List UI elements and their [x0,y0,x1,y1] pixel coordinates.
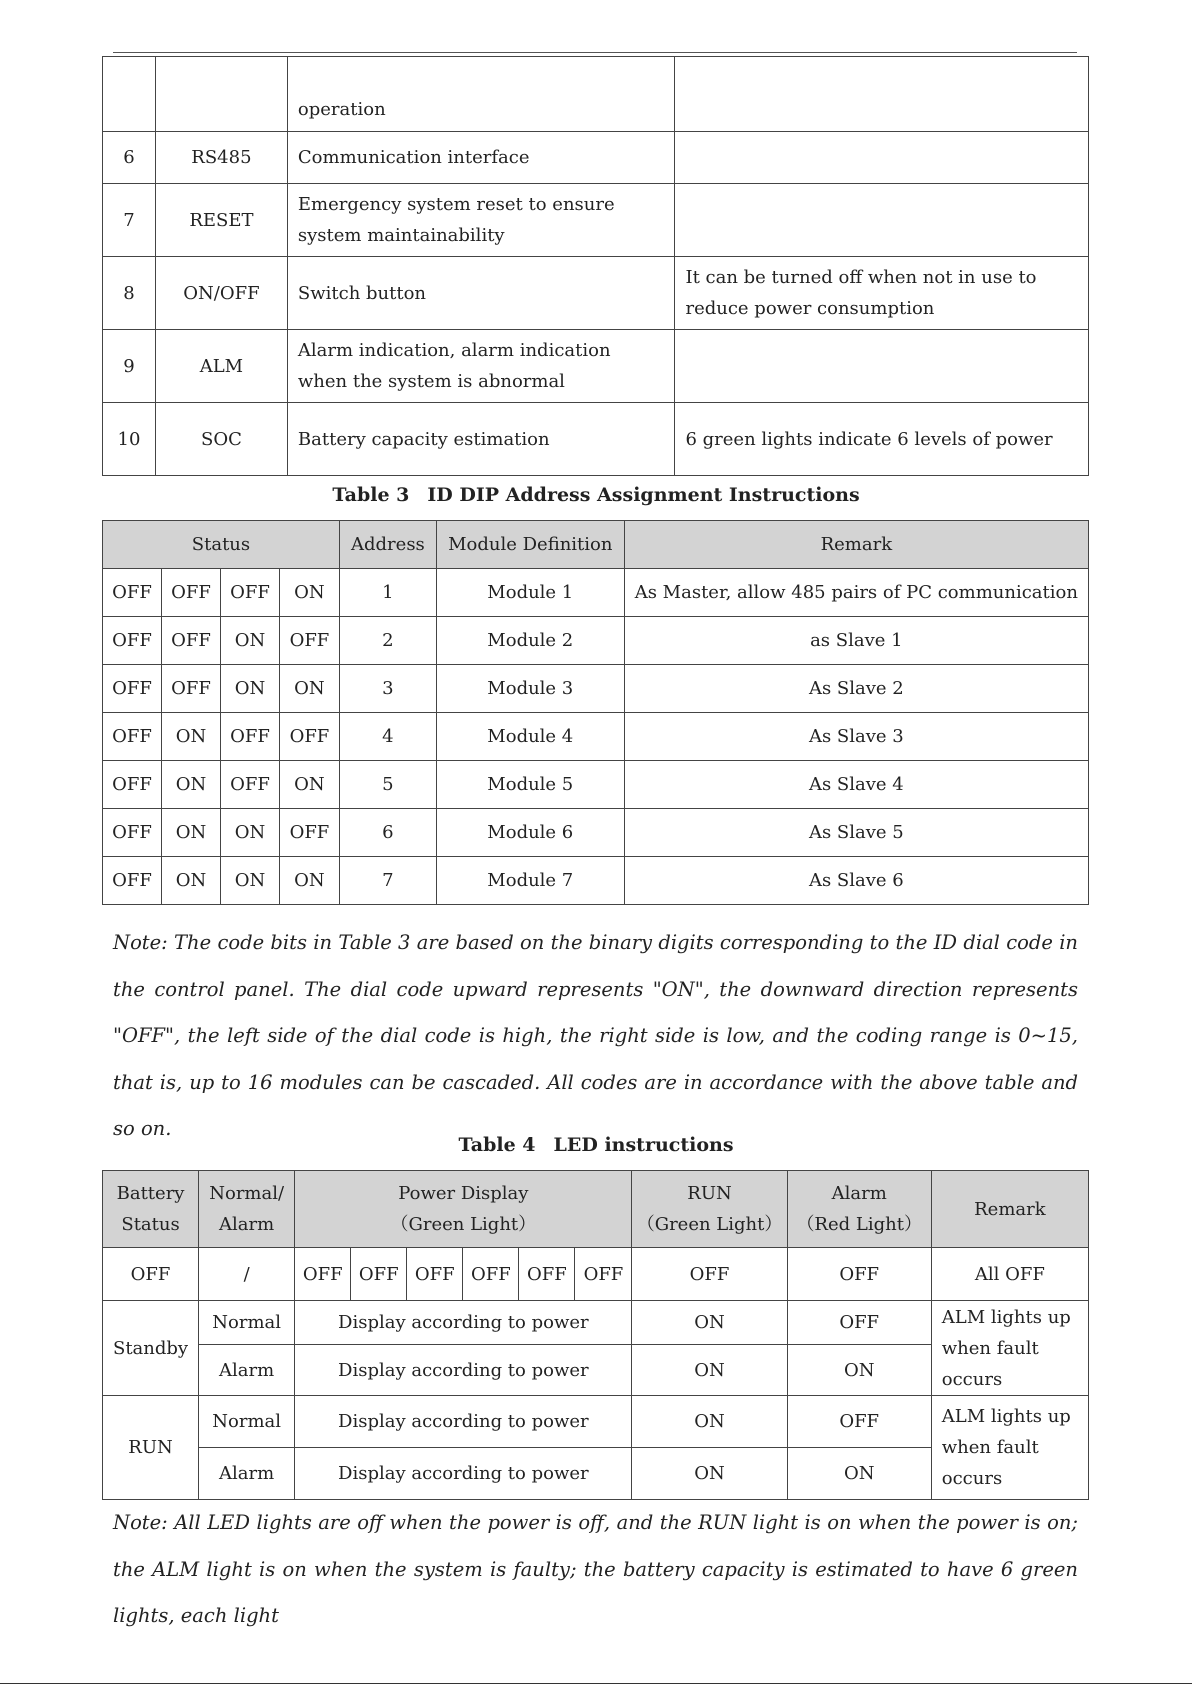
table-row [103,761,1089,809]
header-run-line2: （Green Light） [636,1214,783,1235]
cell-remark: 6 green lights indicate 6 levels of power [675,403,1089,476]
header-normal-line2: Alarm [219,1214,275,1235]
cell-no: 7 [103,184,156,257]
header-battery-line2: Status [121,1214,180,1235]
table-row [103,569,1089,617]
table4-caption-number: Table 4 [458,1134,536,1156]
cell-run: OFF [632,1248,787,1301]
cell-name: ON/OFF [155,257,287,330]
cell-address: 2 [339,617,436,665]
cell-remark [675,57,1089,132]
cell-module: Module 6 [436,809,624,857]
table3-caption-text: ID DIP Address Assignment Instructions [427,484,860,506]
header-power-display [295,1171,632,1248]
cell-bit: ON [279,665,339,713]
cell-power-led: OFF [407,1248,463,1301]
header-address: Address [339,521,436,569]
table3-caption [0,484,1192,506]
cell-bit: OFF [103,569,162,617]
cell-module: Module 7 [436,857,624,905]
cell-bit: ON [220,665,279,713]
table-row [103,184,1089,257]
cell-remark: As Slave 4 [624,761,1088,809]
cell-bit: ON [161,713,220,761]
cell-alarm: OFF [787,1248,931,1301]
cell-desc: Emergency system reset to ensure system maintainability [287,184,675,257]
table-row [103,617,1089,665]
cell-bit: OFF [220,569,279,617]
interface-table [102,56,1089,476]
cell-bit: OFF [103,665,162,713]
cell-name [155,57,287,132]
cell-remark: ALM lights up when fault occurs [931,1396,1088,1500]
cell-address: 1 [339,569,436,617]
cell-bit: ON [220,809,279,857]
table-row [103,665,1089,713]
cell-remark: as Slave 1 [624,617,1088,665]
cell-power: Display according to power [295,1345,632,1396]
header-battery-line1: Battery [116,1183,185,1204]
cell-state: Normal [199,1396,295,1448]
cell-bit: OFF [161,665,220,713]
table-row [103,713,1089,761]
cell-bit: ON [220,617,279,665]
table-row [103,57,1089,132]
cell-bit: OFF [161,617,220,665]
header-remark: Remark [624,521,1088,569]
cell-battery: OFF [103,1248,199,1301]
table-row-off [103,1248,1089,1301]
table4-caption [0,1134,1192,1156]
cell-no: 8 [103,257,156,330]
cell-power: Display according to power [295,1448,632,1500]
cell-bit: OFF [103,761,162,809]
table-row [103,257,1089,330]
cell-alarm: OFF [787,1301,931,1345]
cell-bit: OFF [103,617,162,665]
cell-remark [675,330,1089,403]
table-row [103,809,1089,857]
header-status: Status [103,521,340,569]
header-remark: Remark [931,1171,1088,1248]
table-header-row [103,1171,1089,1248]
cell-bit: OFF [220,713,279,761]
table-row-standby-normal [103,1301,1089,1345]
cell-name: SOC [155,403,287,476]
cell-bit: OFF [103,713,162,761]
cell-no: 9 [103,330,156,403]
cell-run: ON [632,1301,787,1345]
cell-remark: It can be turned off when not in use to reduce power consumption [675,257,1089,330]
cell-desc: Alarm indication, alarm indication when the system is abnormal [287,330,675,403]
cell-state: Alarm [199,1345,295,1396]
cell-desc: operation [287,57,675,132]
dip-address-table [102,520,1089,905]
cell-bit: OFF [103,857,162,905]
cell-bit: ON [279,761,339,809]
header-battery-status [103,1171,199,1248]
cell-bit: OFF [279,713,339,761]
table-header-row [103,521,1089,569]
cell-module: Module 4 [436,713,624,761]
cell-bit: ON [220,857,279,905]
cell-no: 10 [103,403,156,476]
header-run-line1: RUN [687,1183,732,1204]
cell-address: 3 [339,665,436,713]
table-row [103,330,1089,403]
table3-caption-number: Table 3 [332,484,410,506]
cell-remark: ALM lights up when fault occurs [931,1301,1088,1396]
table-row [103,403,1089,476]
header-rule [113,52,1077,53]
cell-run: ON [632,1345,787,1396]
cell-module: Module 2 [436,617,624,665]
cell-name: RESET [155,184,287,257]
cell-remark: As Slave 2 [624,665,1088,713]
header-alarm-line2: （Red Light） [796,1214,922,1235]
cell-desc: Battery capacity estimation [287,403,675,476]
cell-remark: All OFF [931,1248,1088,1301]
cell-state: Normal [199,1301,295,1345]
header-alarm-line1: Alarm [831,1183,887,1204]
cell-na: / [199,1248,295,1301]
header-alarm [787,1171,931,1248]
header-power-line1: Power Display [398,1183,529,1204]
cell-bit: OFF [279,809,339,857]
cell-bit: OFF [279,617,339,665]
header-power-line2: （Green Light） [390,1214,537,1235]
cell-run-state: RUN [103,1396,199,1500]
cell-alarm: OFF [787,1396,931,1448]
cell-address: 5 [339,761,436,809]
header-module: Module Definition [436,521,624,569]
table4-note: Note: All LED lights are off when the power is off, and the RUN light is on when the power is on; the ALM light is on when the system is faulty; the battery capacity is estimated to have 6 green lights, each light [113,1511,1078,1627]
header-normal-line1: Normal/ [209,1183,285,1204]
cell-bit: OFF [220,761,279,809]
cell-no [103,57,156,132]
table-row [103,132,1089,184]
cell-remark [675,132,1089,184]
cell-address: 4 [339,713,436,761]
cell-name: RS485 [155,132,287,184]
cell-power-led: OFF [351,1248,407,1301]
table-row [103,857,1089,905]
cell-power: Display according to power [295,1301,632,1345]
cell-run: ON [632,1448,787,1500]
cell-remark: As Slave 6 [624,857,1088,905]
cell-bit: OFF [161,569,220,617]
header-normal-alarm [199,1171,295,1248]
cell-address: 7 [339,857,436,905]
cell-no: 6 [103,132,156,184]
header-run [632,1171,787,1248]
cell-power-led: OFF [575,1248,632,1301]
cell-module: Module 3 [436,665,624,713]
cell-bit: ON [161,809,220,857]
table-row-run-normal [103,1396,1089,1448]
cell-alarm: ON [787,1345,931,1396]
led-table [102,1170,1089,1500]
cell-run: ON [632,1396,787,1448]
cell-remark [675,184,1089,257]
cell-power-led: OFF [463,1248,519,1301]
cell-address: 6 [339,809,436,857]
footer-rule [0,1683,1192,1684]
cell-remark: As Master, allow 485 pairs of PC communication [624,569,1088,617]
cell-bit: ON [161,857,220,905]
table4-caption-text: LED instructions [553,1134,734,1156]
cell-state: Alarm [199,1448,295,1500]
cell-bit: ON [279,569,339,617]
cell-power: Display according to power [295,1396,632,1448]
cell-desc: Communication interface [287,132,675,184]
cell-bit: ON [279,857,339,905]
cell-alarm: ON [787,1448,931,1500]
cell-bit: ON [161,761,220,809]
cell-power-led: OFF [519,1248,575,1301]
cell-module: Module 5 [436,761,624,809]
cell-desc: Switch button [287,257,675,330]
cell-standby: Standby [103,1301,199,1396]
cell-module: Module 1 [436,569,624,617]
cell-bit: OFF [103,809,162,857]
cell-remark: As Slave 5 [624,809,1088,857]
cell-remark: As Slave 3 [624,713,1088,761]
table3-note: Note: The code bits in Table 3 are based on the binary digits corresponding to the ID dial code in the control panel. The dial code upward represents "ON", the downward direction represents "OFF", the left side of the dial code is high, the right side is low, and the coding range is 0~15, that is, up to 16 modules can be cascaded. All codes are in accordance with the above table and so on. [113,931,1078,1140]
cell-power-led: OFF [295,1248,351,1301]
cell-name: ALM [155,330,287,403]
